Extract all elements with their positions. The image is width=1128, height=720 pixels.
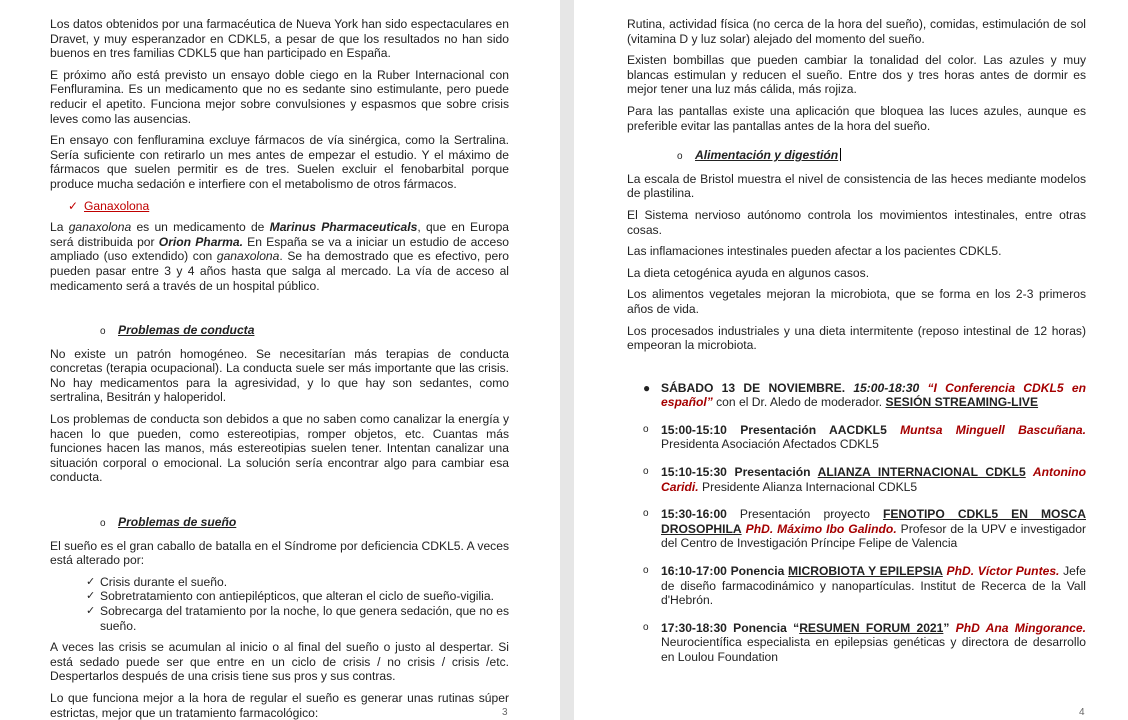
- section-heading-conducta: o Problemas de conducta: [100, 323, 509, 340]
- circle-bullet-icon: o: [677, 151, 683, 163]
- program-item: o 15:00-15:10 Presentación AACDKL5 Muntsa Minguell Bascuñana. Presidenta Asociación Afectados CDKL5: [643, 422, 1086, 452]
- list-item: ✓ Sobrecarga del tratamiento por la noche, lo que genera sedación, que no es sueño.: [86, 604, 509, 633]
- section-heading-alimentacion: o Alimentación y digestión: [677, 148, 1086, 165]
- sleep-causes-list: [50, 575, 509, 633]
- paragraph: Existen bombillas que pueden cambiar la tonalidad del color. Las azules y muy blancas estimulan y reducen el sueño. Entre dos y tres horas antes de dormir es mejor tener una luz más cálida, más rojiza.: [627, 53, 1086, 97]
- document-page-3: [0, 0, 560, 720]
- program-item: o 15:10-15:30 Presentación ALIANZA INTERNACIONAL CDKL5 Antonino Caridi. Presidente Alianza Internacional CDKL5: [643, 465, 1086, 494]
- ganaxolona-list-item: [68, 199, 509, 214]
- circle-bullet-icon: o: [643, 621, 649, 633]
- circle-bullet-icon: o: [643, 466, 649, 478]
- paragraph: La escala de Bristol muestra el nivel de consistencia de las heces mediante modelos de plastilina.: [627, 171, 1086, 201]
- program-item: o 17:30-18:30 Ponencia “RESUMEN FORUM 2021” PhD Ana Mingorance. Neurocientífica especialista en epilepsias genéticas y directora de desarrollo en Loulou Foundation: [643, 620, 1086, 664]
- paragraph: La dieta cetogénica ayuda en algunos casos.: [627, 265, 870, 280]
- paragraph: Rutina, actividad física (no cerca de la hora del sueño), comidas, estimulación de sol (vitamina D y luz solar) alejado del momento del sueño.: [627, 17, 1086, 46]
- circle-bullet-icon: o: [643, 565, 649, 577]
- paragraph: Lo que funciona mejor a la hora de regular el sueño es generar unas rutinas súper estrictas, mejor que un tratamiento farmacológico:: [50, 690, 509, 720]
- page-number: 4: [1079, 707, 1085, 718]
- paragraph: Los alimentos vegetales mejoran la microbiota, que se forma en los 2-3 primeros años de vida.: [627, 287, 1086, 316]
- ganaxolona-link[interactable]: Ganaxolona: [84, 198, 150, 213]
- paragraph: Las inflamaciones intestinales pueden afectar a los pacientes CDKL5.: [627, 244, 1002, 259]
- document-page-4: [574, 0, 1128, 720]
- filled-bullet-icon: ●: [643, 380, 651, 395]
- paragraph: En ensayo con fenfluramina excluye fármacos de vía sinérgica, como la Sertralina. Sería suficiente con retirarlo un mes antes de empezar el estudio. Y el máximo de fármacos que suelen permitir es de tres. Suelen excluir el fenobarbital porque produce mucha sedación e interfiere con el metabolismo de otros fármacos.: [50, 133, 509, 191]
- program-item: o 15:30-16:00 Presentación proyecto FENOTIPO CDKL5 EN MOSCA DROSOPHILA PhD. Máximo Ibo Galindo. Profesor de la UPV e investigador del Centro de Investigación Príncipe Felipe de Valencia: [643, 507, 1087, 551]
- conference-program-list: [627, 381, 1086, 665]
- list-item: ✓ Sobretratamiento con antiepilépticos, que alteran el ciclo de sueño-vigilia.: [86, 589, 509, 604]
- paragraph: El Sistema nervioso autónomo controla los movimientos intestinales, entre otras cosas.: [627, 207, 1086, 237]
- paragraph: El sueño es el gran caballo de batalla en el Síndrome por deficiencia CDKL5. A veces está alterado por:: [50, 538, 509, 568]
- section-heading-sueno: o Problemas de sueño: [100, 515, 509, 532]
- ganaxolona-paragraph: La ganaxolona es un medicamento de Marinus Pharmaceuticals, que en Europa será distribuida por Orion Pharma. En España se va a iniciar un estudio de acceso ampliado (uso extendido) con ganaxolona. Se ha demostrado que es efectivo, pero pueden pasar entre 3 y 4 años hasta que salga al mercado. La vía de acceso al medicamento será a través de un hospital público.: [50, 220, 510, 293]
- program-item: o 16:10-17:00 Ponencia MICROBIOTA Y EPILEPSIA PhD. Víctor Puntes. Jefe de diseño farmacodinámico y nanopartículas. Institut de Recerca de la Vall d'Hebrón.: [643, 564, 1086, 608]
- circle-bullet-icon: o: [643, 508, 649, 520]
- streaming-link[interactable]: SESIÓN STREAMING-LIVE: [885, 395, 1039, 410]
- paragraph: A veces las crisis se acumulan al inicio o al final del sueño o justo al despertar. Si está sedado puede ser que entre en un ciclo de crisis / no crisis / crisis /etc. Despertarlos después de una crisis tiene sus pros y sus contras.: [50, 640, 509, 684]
- page-number: 3: [502, 707, 508, 718]
- paragraph: Los procesados industriales y una dieta intermitente (reposo intestinal de 12 horas) empeoran la microbiota.: [627, 323, 1086, 353]
- circle-bullet-icon: o: [100, 326, 106, 338]
- paragraph: Los datos obtenidos por una farmacéutica de Nueva York han sido espectaculares en Dravet, y muy esperanzador en CDKL5, a pesar de que los resultados no han sido buenos en tres familias CDKL5 que han participado en España.: [50, 17, 509, 61]
- circle-bullet-icon: o: [643, 423, 649, 435]
- paragraph: Los problemas de conducta son debidos a que no saben como canalizar la energía y hacen lo que pueden, como estereotipias, romper objetos, etc. Cuantas más funciones hacen las manos, más estereotipias suelen tener. Intentan canalizar una situación corporal o emocional. La solución sería encontrar algo para cambiar esa conducta.: [50, 412, 509, 485]
- paragraph: Para las pantallas existe una aplicación que bloquea las luces azules, aunque es preferible evitar las pantallas antes de la hora del sueño.: [627, 103, 1086, 133]
- page-4-body: [627, 17, 1086, 678]
- text-cursor: [840, 148, 841, 161]
- page-3-body: [50, 17, 509, 720]
- paragraph: E próximo año está previsto un ensayo doble ciego en la Ruber Internacional con Fenfluramina. Es un medicamento que no es sedante sino estimulante, pero puede reducir el apetito. Funciona mejor sobre convulsiones y espasmos que sobre crisis leves como las ausencias.: [50, 67, 509, 126]
- circle-bullet-icon: o: [100, 518, 106, 530]
- list-item: ✓ Crisis durante el sueño.: [86, 575, 509, 590]
- paragraph: No existe un patrón homogéneo. Se necesitarían más terapias de conducta concretas (terapia ocupacional). La conducta suele ser más importante que las crisis. No hay medicamentos para la agresividad, y lo que hay son sedantes, como sertralina, Besitrán y haloperidol.: [50, 346, 509, 405]
- program-item: ● SÁBADO 13 DE NOVIEMBRE. 15:00-18:30 “I Conferencia CDKL5 en español” con el Dr. Aledo de moderador. SESIÓN STREAMING-LIVE: [643, 380, 1087, 410]
- checkmark-icon: ✓: [68, 198, 79, 213]
